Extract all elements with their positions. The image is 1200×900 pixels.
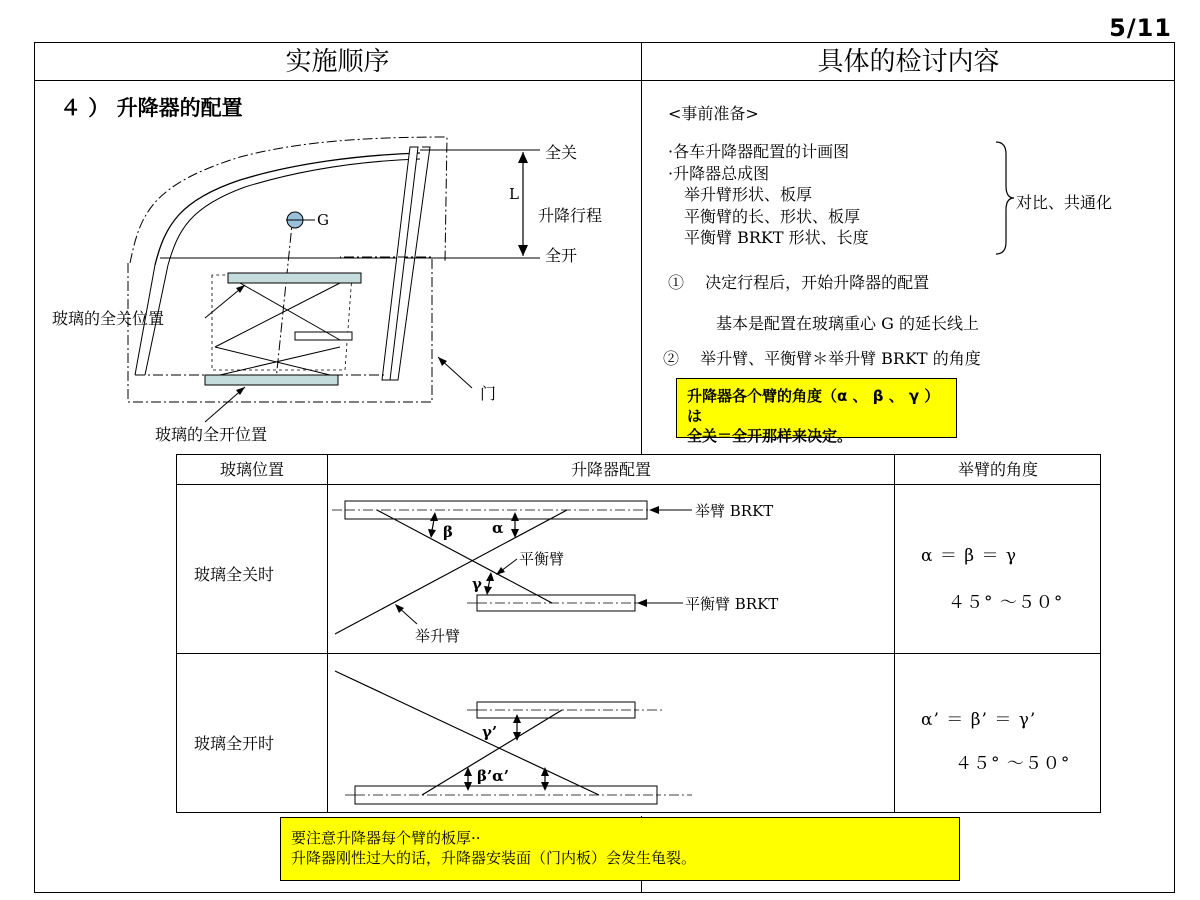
beta-alpha-prime-label: β’α’ <box>477 767 509 785</box>
angle-note-box <box>676 378 957 445</box>
col-header-layout: 升降器配置 <box>570 460 651 479</box>
door-diagram <box>40 125 640 455</box>
glass-open-label: 玻璃的全开位置 <box>155 425 268 444</box>
list-item: 平衡臂 BRKT 形状、长度 <box>668 228 869 247</box>
glass-open-bar <box>205 375 338 385</box>
open-angle-range: ４５° ～５０° <box>955 754 1071 774</box>
g-extension-line <box>276 215 293 380</box>
angle-note-line2: 全关＝全开那样来决定。 <box>687 427 853 445</box>
lift-arm-open <box>335 671 599 795</box>
row-closed-position: 玻璃全关时 <box>194 565 275 584</box>
warning-note-line1: 要注意升降器每个臂的板厚·· <box>291 829 481 847</box>
door-label: 门 <box>480 384 497 403</box>
step-1-note: 基本是配置在玻璃重心 G 的延长线上 <box>716 314 979 333</box>
rear-sash-outer <box>382 147 418 380</box>
glass-closed-bar <box>228 273 361 283</box>
gamma-prime-label: γ’ <box>482 723 498 741</box>
list-item: 平衡臂的长、形状、板厚 <box>668 206 861 226</box>
balance-brkt-label: 平衡臂 BRKT <box>685 595 779 613</box>
balance-bracket <box>295 332 352 340</box>
step-2: ② 举升臂、平衡臂＊举升臂 BRKT 的角度 <box>663 349 981 368</box>
header-procedure: 实施顺序 <box>285 47 390 77</box>
g-label: G <box>317 211 329 229</box>
step-1: ① 决定行程后，开始升降器的配置 <box>668 273 930 292</box>
closed-angle-range: ４５° ～５０° <box>948 593 1064 613</box>
col-header-angle: 举臂的角度 <box>957 460 1038 479</box>
full-close-label: 全关 <box>545 143 578 162</box>
regulator-layout-drawing <box>327 484 893 813</box>
list-item: ·各车升降器配置的计画图 <box>668 142 850 161</box>
angle-note-line1: 升降器各个臂的角度（α 、 β 、 γ ）は <box>687 387 940 425</box>
balance-arm-label: 平衡臂 <box>519 550 565 568</box>
glass-closed-label: 玻璃的全关位置 <box>52 309 165 328</box>
open-angle-formula: α’ ＝ β’ ＝ γ’ <box>921 710 1037 730</box>
warning-note-line2: 升降器刚性过大的话，升降器安装面（门内板）会发生龟裂。 <box>291 849 697 867</box>
col-header-position: 玻璃位置 <box>219 460 284 479</box>
preparation-title: <事前准备> <box>668 104 759 123</box>
beta-label: β <box>443 523 453 541</box>
gamma-label: γ <box>472 575 482 593</box>
stroke-label: 升降行程 <box>538 206 603 225</box>
closed-angle-formula: α ＝ β ＝ γ <box>921 546 1018 566</box>
compare-label: 对比、共通化 <box>1016 193 1113 212</box>
full-open-label: 全开 <box>545 246 578 265</box>
glass-outline <box>155 153 420 265</box>
column-divider <box>641 42 642 454</box>
list-item: 举升臂形状、板厚 <box>668 185 813 204</box>
section-title: ４ ） 升降器的配置 <box>60 96 243 120</box>
alpha-label: α <box>492 519 504 537</box>
page-number: 5/11 <box>1109 14 1172 42</box>
curly-brace-icon <box>994 140 1016 256</box>
row-open-position: 玻璃全开时 <box>194 734 275 753</box>
warning-note-box <box>280 817 960 881</box>
lift-arm-label: 举升臂 <box>415 627 461 645</box>
header-details: 具体的检讨内容 <box>817 47 1000 77</box>
lift-brkt-label: 举臂 BRKT <box>695 502 774 520</box>
stroke-L-label: L <box>509 185 519 203</box>
list-item: ·升降器总成图 <box>668 163 770 183</box>
header-divider <box>34 80 1175 81</box>
preparation-list <box>668 141 869 249</box>
